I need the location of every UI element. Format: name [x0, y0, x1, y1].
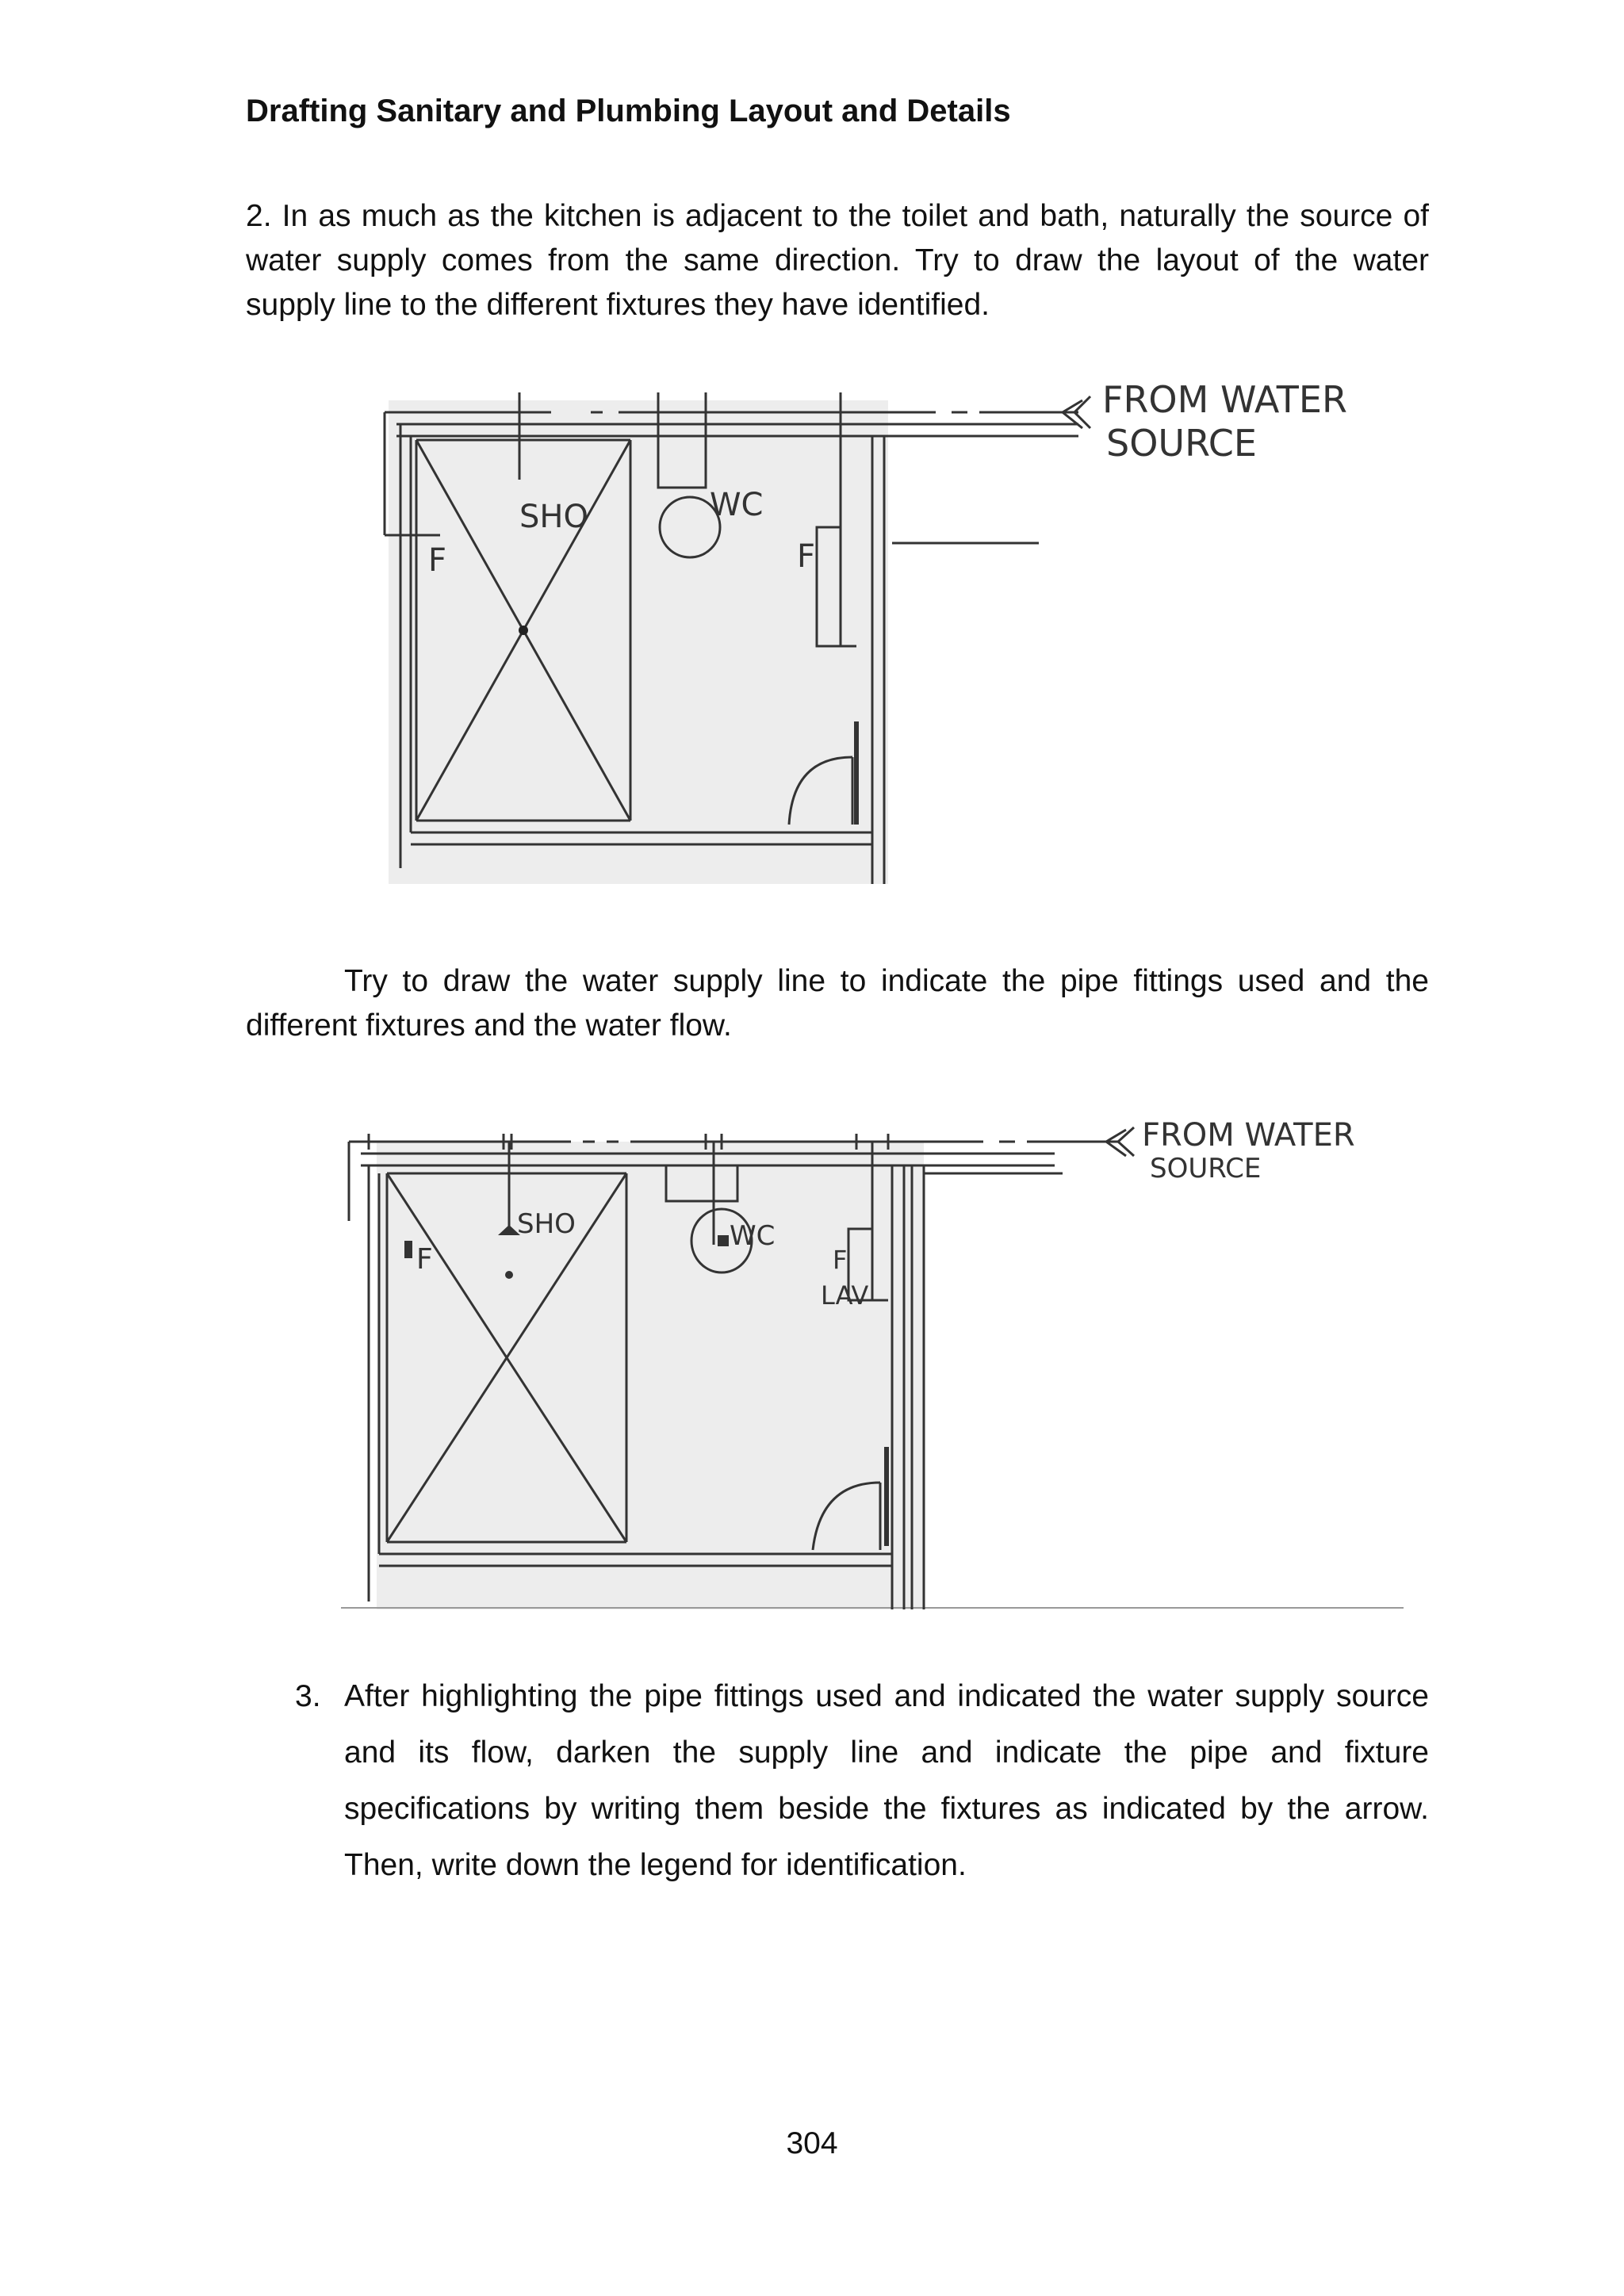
f-label-left: F [428, 542, 447, 579]
paragraph-2: 2. In as much as the kitchen is adjacent to the toilet and bath, naturally the source of water supply comes from the same direction. Try to draw the layout of the water supply line to the different fixtures they have identified. [246, 199, 1429, 322]
item-number: 3. [295, 1679, 321, 1713]
f-label-right: F [833, 1245, 848, 1275]
plumbing-layout-sketch-1 [365, 361, 1388, 884]
lav-label: LAV [821, 1280, 869, 1311]
page-number: 304 [786, 2126, 838, 2160]
instruction-item-3 [295, 1668, 1429, 1893]
source-label-line2: SOURCE [1106, 422, 1257, 465]
source-label-line1: FROM WATER [1102, 378, 1347, 421]
item-text: After highlighting the pipe fittings used and indicated the water supply source and its flow, darken the supply line and indicate the pipe and fixture specifications by writing them beside the fixtures as indicated by the arrow. Then, write down the legend for identification. [344, 1679, 1429, 1882]
paragraph-try: Try to draw the water supply line to indicate the pipe fittings used and the different fixtures and the water flow. [246, 964, 1429, 1043]
f-label-right: F [797, 538, 816, 575]
sho-label: SHO [517, 1208, 576, 1240]
source-label-line1: FROM WATER [1142, 1117, 1355, 1154]
wc-label: WC [710, 487, 764, 523]
wc-label: WC [730, 1220, 776, 1252]
plumbing-layout-sketch-2 [333, 1110, 1411, 1633]
page-title: Drafting Sanitary and Plumbing Layout and Details [246, 94, 1011, 128]
source-label-line2: SOURCE [1150, 1153, 1262, 1184]
f-label-left: F [416, 1243, 433, 1276]
sho-label: SHO [519, 499, 588, 535]
